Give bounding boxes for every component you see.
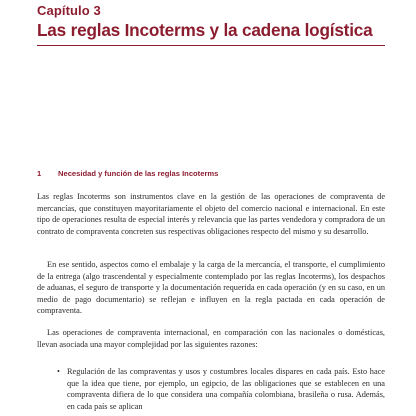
paragraph: Las reglas Incoterms son instrumentos clave en la gestión de las operaciones de compraventa de mercancías, que constituyen mayoritariamente el objeto del comercio nacional e internacional. En este tipo de operaciones resulta de especial interés y relevancia que las partes vendedora y compradora de un contrato de compraventa concreten sus respectivas obligaciones respecto del mismo y su desarrollo. — [37, 192, 385, 236]
chapter-title: Las reglas Incoterms y la cadena logística — [37, 20, 373, 40]
bullet-text: Regulación de las compraventas y usos y costumbres locales dispares en cada país. Esto hace que la idea que tiene, por ejemplo, un egipcio, de las obligaciones que se establecen en una compraventa difiera de lo que considera una compañía colombiana, brasileña o rusa. Además, en cada país se aplican — [67, 367, 385, 411]
section-title: Necesidad y función de las reglas Incoterms — [58, 169, 219, 178]
bullet-icon: • — [57, 367, 60, 376]
chapter-label: Capítulo 3 — [37, 3, 101, 18]
paragraph: En ese sentido, aspectos como el embalaje y la carga de la mercancía, el transporte, el cumplimiento de la entrega (algo trascendental y especialmente contemplado por las reglas Incoterms), los despachos de aduanas, el seguro de transporte y la documentación requerida en cada operación (y en su caso, en un medio de pago documentario) se reflejan e influyen en la regla pactada en cada operación de compraventa. — [37, 260, 385, 315]
section-number: 1 — [37, 169, 42, 178]
paragraph: Las operaciones de compraventa internacional, en comparación con las nacionales o domésticas, llevan asociada una mayor complejidad por las siguientes razones: — [37, 328, 385, 349]
section-heading — [37, 169, 218, 178]
title-rule — [37, 45, 385, 46]
bullet-item — [37, 366, 385, 412]
